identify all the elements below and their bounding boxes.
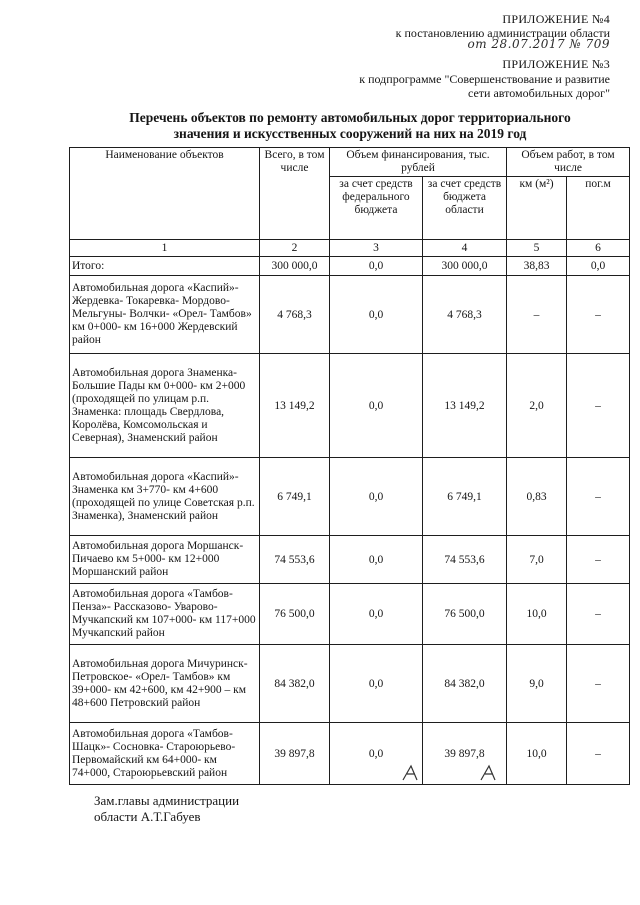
row-km: 10,0 <box>507 723 567 785</box>
document-title <box>80 110 620 142</box>
row-km: 2,0 <box>507 354 567 458</box>
header-total: Всего, в том числе <box>260 148 330 240</box>
road-name: Автомобильная дорога Моршанск- Пичаево км 5+000- км 12+000 Моршанский район <box>70 536 260 584</box>
row-km: 10,0 <box>507 584 567 645</box>
row-regional: 74 553,6 <box>423 536 507 584</box>
table-row <box>70 354 630 458</box>
row-federal: 0,0 <box>330 723 423 785</box>
table-row <box>70 645 630 723</box>
table-row <box>70 584 630 645</box>
handwritten-date-number: от 28.07.2017 № 709 <box>467 37 610 51</box>
subprogram-reference-line1: к подпрограмме "Совершенствование и развитие <box>359 72 610 86</box>
row-regional: 13 149,2 <box>423 354 507 458</box>
road-name: Автомобильная дорога Мичуринск- Петровское- «Орел- Тамбов» км 39+000- км 42+600, км 42+900 – км 48+600 Петровский район <box>70 645 260 723</box>
row-km: 7,0 <box>507 536 567 584</box>
row-km: 0,83 <box>507 458 567 536</box>
road-repair-table <box>69 147 630 785</box>
road-name: Автомобильная дорога «Тамбов- Шацк»- Сосновка- Староюрьево- Первомайский км 64+000- км 74+000, Староюрьевский район <box>70 723 260 785</box>
total-pogm: 0,0 <box>567 257 630 276</box>
column-number-row <box>70 240 630 257</box>
total-sum: 300 000,0 <box>260 257 330 276</box>
row-pogm: – <box>567 723 630 785</box>
road-name: Автомобильная дорога «Каспий»- Жердевка- Токаревка- Мордово- Мельгуны- Волчки- «Орел- Тамбов» км 0+000- км 16+000 Жердевский район <box>70 276 260 354</box>
header-name: Наименование объектов <box>70 148 260 240</box>
row-total: 39 897,8 <box>260 723 330 785</box>
appendix-4-label: ПРИЛОЖЕНИЕ №4 <box>502 12 610 26</box>
row-pogm: – <box>567 645 630 723</box>
header-regional: за счет средств бюджета области <box>423 177 507 240</box>
total-federal: 0,0 <box>330 257 423 276</box>
row-pogm: – <box>567 458 630 536</box>
row-total: 6 749,1 <box>260 458 330 536</box>
row-regional: 76 500,0 <box>423 584 507 645</box>
signature-position: Зам.главы администрации <box>94 793 240 808</box>
row-total: 76 500,0 <box>260 584 330 645</box>
row-regional: 39 897,8 <box>423 723 507 785</box>
column-number: 2 <box>260 240 330 257</box>
table-row <box>70 276 630 354</box>
total-label: Итого: <box>70 257 260 276</box>
road-name: Автомобильная дорога Знаменка- Большие Пады км 0+000- км 2+000 (проходящей по улицам р.п. Знаменка: площадь Свердлова, Королёва, Комсомольская и Северная), Знаменский район <box>70 354 260 458</box>
header-federal: за счет средств федерального бюджета <box>330 177 423 240</box>
row-total: 74 553,6 <box>260 536 330 584</box>
row-federal: 0,0 <box>330 354 423 458</box>
column-number: 1 <box>70 240 260 257</box>
total-regional: 300 000,0 <box>423 257 507 276</box>
table-row <box>70 536 630 584</box>
row-regional: 84 382,0 <box>423 645 507 723</box>
subprogram-reference-line2: сети автомобильных дорог" <box>467 86 610 100</box>
row-federal: 0,0 <box>330 645 423 723</box>
table-row <box>70 458 630 536</box>
row-federal: 0,0 <box>330 276 423 354</box>
header-work-volume: Объем работ, в том числе <box>507 148 630 177</box>
appendix-3-label: ПРИЛОЖЕНИЕ №3 <box>502 57 610 71</box>
resolution-reference: к постановлению администрации области <box>395 26 610 40</box>
row-km: – <box>507 276 567 354</box>
row-km: 9,0 <box>507 645 567 723</box>
row-total: 84 382,0 <box>260 645 330 723</box>
header-financing: Объем финансирования, тыс. рублей <box>330 148 507 177</box>
row-pogm: – <box>567 536 630 584</box>
row-regional: 6 749,1 <box>423 458 507 536</box>
signature-name: области А.Т.Габуев <box>94 809 201 824</box>
column-number: 6 <box>567 240 630 257</box>
row-total: 4 768,3 <box>260 276 330 354</box>
document-title-line1: Перечень объектов по ремонту автомобильных дорог территориального <box>129 110 571 125</box>
table-header-row-1 <box>70 148 630 177</box>
initials-mark <box>395 762 515 782</box>
header-pogm: пог.м <box>567 177 630 240</box>
document-title-line2: значения и искусственных сооружений на них на 2019 год <box>173 126 527 141</box>
header-km: км (м²) <box>507 177 567 240</box>
column-number: 4 <box>423 240 507 257</box>
row-pogm: – <box>567 354 630 458</box>
column-number: 3 <box>330 240 423 257</box>
total-km: 38,83 <box>507 257 567 276</box>
row-total: 13 149,2 <box>260 354 330 458</box>
column-number: 5 <box>507 240 567 257</box>
road-name: Автомобильная дорога «Тамбов- Пенза»- Рассказово- Уварово- Мучкапский км 107+000- км 117+000 Мучкапский район <box>70 584 260 645</box>
road-name: Автомобильная дорога «Каспий»- Знаменка км 3+770- км 4+600 (проходящей по улице Советская р.п. Знаменка), Знаменский район <box>70 458 260 536</box>
table-row <box>70 723 630 785</box>
row-pogm: – <box>567 276 630 354</box>
total-row <box>70 257 630 276</box>
row-pogm: – <box>567 584 630 645</box>
row-federal: 0,0 <box>330 536 423 584</box>
row-federal: 0,0 <box>330 584 423 645</box>
row-regional: 4 768,3 <box>423 276 507 354</box>
row-federal: 0,0 <box>330 458 423 536</box>
